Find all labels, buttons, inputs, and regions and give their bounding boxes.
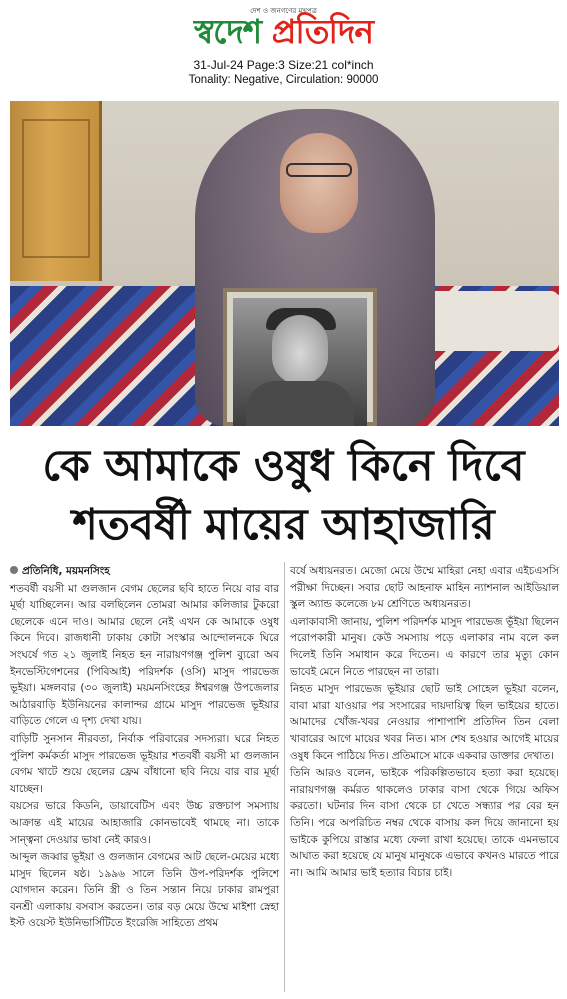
article-paragraph: নিহত মাসুদ পারভেজ ভূইয়ার ছোট ভাই সোহেল ভূইয়া বলেন, বাবা মারা যাওয়ার পর সংসারের দায়দায়িত্ব ছিল ভাইয়ের হাতে। আমাদের খোঁজ-খবর নেওয়ার পাশাপাশি প্রতিদিন তিন বেলা খাবারের আগে মায়ের খবর নিত। মাস শেষ হওয়ার আগেই মায়ের ওষুধ কিনে পাঠিয়ে দিত। প্রতিমাসে মাকে একবার ডাক্তার দেখাত। [290,683,559,762]
photo-portrait-face [272,315,328,385]
article-paragraph: আব্দুল জব্বার ভূইয়া ও গুলজান বেগমের আট ছেলে-মেয়ের মধ্যে মাসুদ ছিলেন ষষ্ঠ। ১৯৯৬ সালে তিনি উপ-পরিদর্শক পুলিশে যোগদান করেন। তিনি স্ত্রী ও তিন সন্তান নিয়ে ঢাকার রামপুরা বনশ্রী এলাকায় বসবাস করতেন। তার বড় মেয়ে উম্মে মাইশা স্নেহা ইস্ট ওয়েস্ট ইউনিভার্সিটিতে ইংরেজি সাহিত্যে প্রথম [10,851,279,930]
photo-woman-face [280,133,358,233]
article-paragraph: বর্ষে অধ্যয়নরত। মেজো মেয়ে উম্মে মাহিরা নেহা এবার এইচএসসি পরীক্ষা দিচ্ছেন। সবার ছোট আহনাফ মাহিন ন্যাশনাল আইডিয়াল স্কুল অ্যান্ড কলেজে ৮ম শ্রেণিতে অধ্যয়নরত। [290,565,559,611]
article-paragraph: এলাকাবাসী জানায়, পুলিশ পরিদর্শক মাসুদ পারভেজ ভূঁইয়া ছিলেন পরোপকারী মানুষ। কেউ সমস্যায় পড়ে এলাকার নাম বলে কল দিলেই তিনি সমাধান করে দিতেন। এ কারণে তার মৃত্যু কোন ভাবেই মেনে নিতে পারছেন না তারা। [290,615,559,678]
article-paragraph: বয়সের ভারে কিডনি, ডায়াবেটিস এবং উচ্চ রক্তচাপ সমস্যায় আক্রান্ত এই মায়ের আহাজারি কোনভাবেই থামছে না। তাকে সান্ত্বনা দেওয়ার ভাষা নেই কারও। [10,800,279,846]
masthead-tagline: দেশ ও জনগণের মুখপত্র [250,7,317,15]
logo-word-swadesh: স্বদেশ [193,12,262,51]
article-paragraph: শতবর্ষী বয়সী মা গুলজান বেগম ছেলের ছবি হাতে নিয়ে বার বার মূর্ছা যাচ্ছিলেন। আর বলছিলেন তোমরা আমার কলিজার টুকরো ছেলেকে এনে দাও। আমার ছেলে নেই এখন কে আমাকে ওষুধ কিনে দিবে। রাজধানী ঢাকায় কোটা সংস্কার আন্দোলনকে ঘিরে সংঘর্ষে গত ২১ জুলাই নিহত হন নারায়ণগঞ্জ পুলিশ ব্যুরো অব ইনভেস্টিগেশনের (পিবিআই) পরিদর্শক (ওসি) মাসুদ পারভেজ ভূইয়া। মঙ্গলবার (৩০ জুলাই) ময়মনসিংহের ঈশ্বরগঞ্জ উপজেলার আঠারবাড়ি ইউনিয়নের কালান্দর গ্রামে মাসুদ পারভেজ ভূইয়ার বাড়িতে গেলে এ দৃশ্য দেখা যায়। [10,582,279,728]
byline-text: প্রতিনিধি, ময়মনসিংহ [22,565,110,577]
bullet-icon [10,566,18,574]
photo-wooden-door [10,101,102,281]
article-column-right [290,563,559,882]
clipping-meta-date-page: 31-Jul-24 Page:3 Size:21 col*inch [193,58,374,72]
headline-line-2: শতবর্ষী মায়ের আহাজারি [72,500,495,550]
article-photo [10,101,559,426]
column-divider [284,562,285,992]
article-paragraph: বাড়িটি সুনসান নীরবতা, নির্বাক পরিবারের সদস্যরা। ঘরে নিহত পুলিশ কর্মকর্তা মাসুদ পারভেজ ভূইয়ার শতবর্ষী বয়সী মা গুলজান বেগম খাটে শুয়ে ছেলের ফ্রেম বাঁধানো ছবি নিয়ে বার বার মূর্ছা যাচ্ছেন। [10,732,279,795]
article-column-left [10,563,279,933]
clipping-meta-tonality: Tonality: Negative, Circulation: 90000 [188,74,379,86]
article-byline [10,563,279,580]
newspaper-logo [0,12,567,52]
photo-eyeglasses [286,163,352,177]
article-paragraph: তিনি আরও বলেন, ভাইকে পরিকল্পিতভাবে হত্যা করা হয়েছে। নারায়ণগঞ্জ কর্মরত থাকলেও ঢাকার বাসা থেকে গিয়ে অফিস করতো। ঘটনার দিন বাসা থেকে চা খেতে সন্ধ্যার পর বের হন তিনি। পরে অপরিচিত নম্বর থেকে বাসায় কল দিয়ে জানানো হয় ভাইকে কুপিয়ে রাস্তার মধ্যে ফেলা রাখা হয়েছে। তাকে এমনভাবে আঘাত করা হয়েছে যে মানুষ মানুষকে এভাবে কখনও মারতে পারে না। আমি আমার ভাই হত্যার বিচার চাই। [290,767,559,879]
photo-portrait-uniform [246,381,354,426]
newspaper-masthead [0,0,567,58]
logo-word-protidin: প্রতিদিন [271,12,374,51]
headline-line-1: কে আমাকে ওষুধ কিনে দিবে [42,441,525,491]
